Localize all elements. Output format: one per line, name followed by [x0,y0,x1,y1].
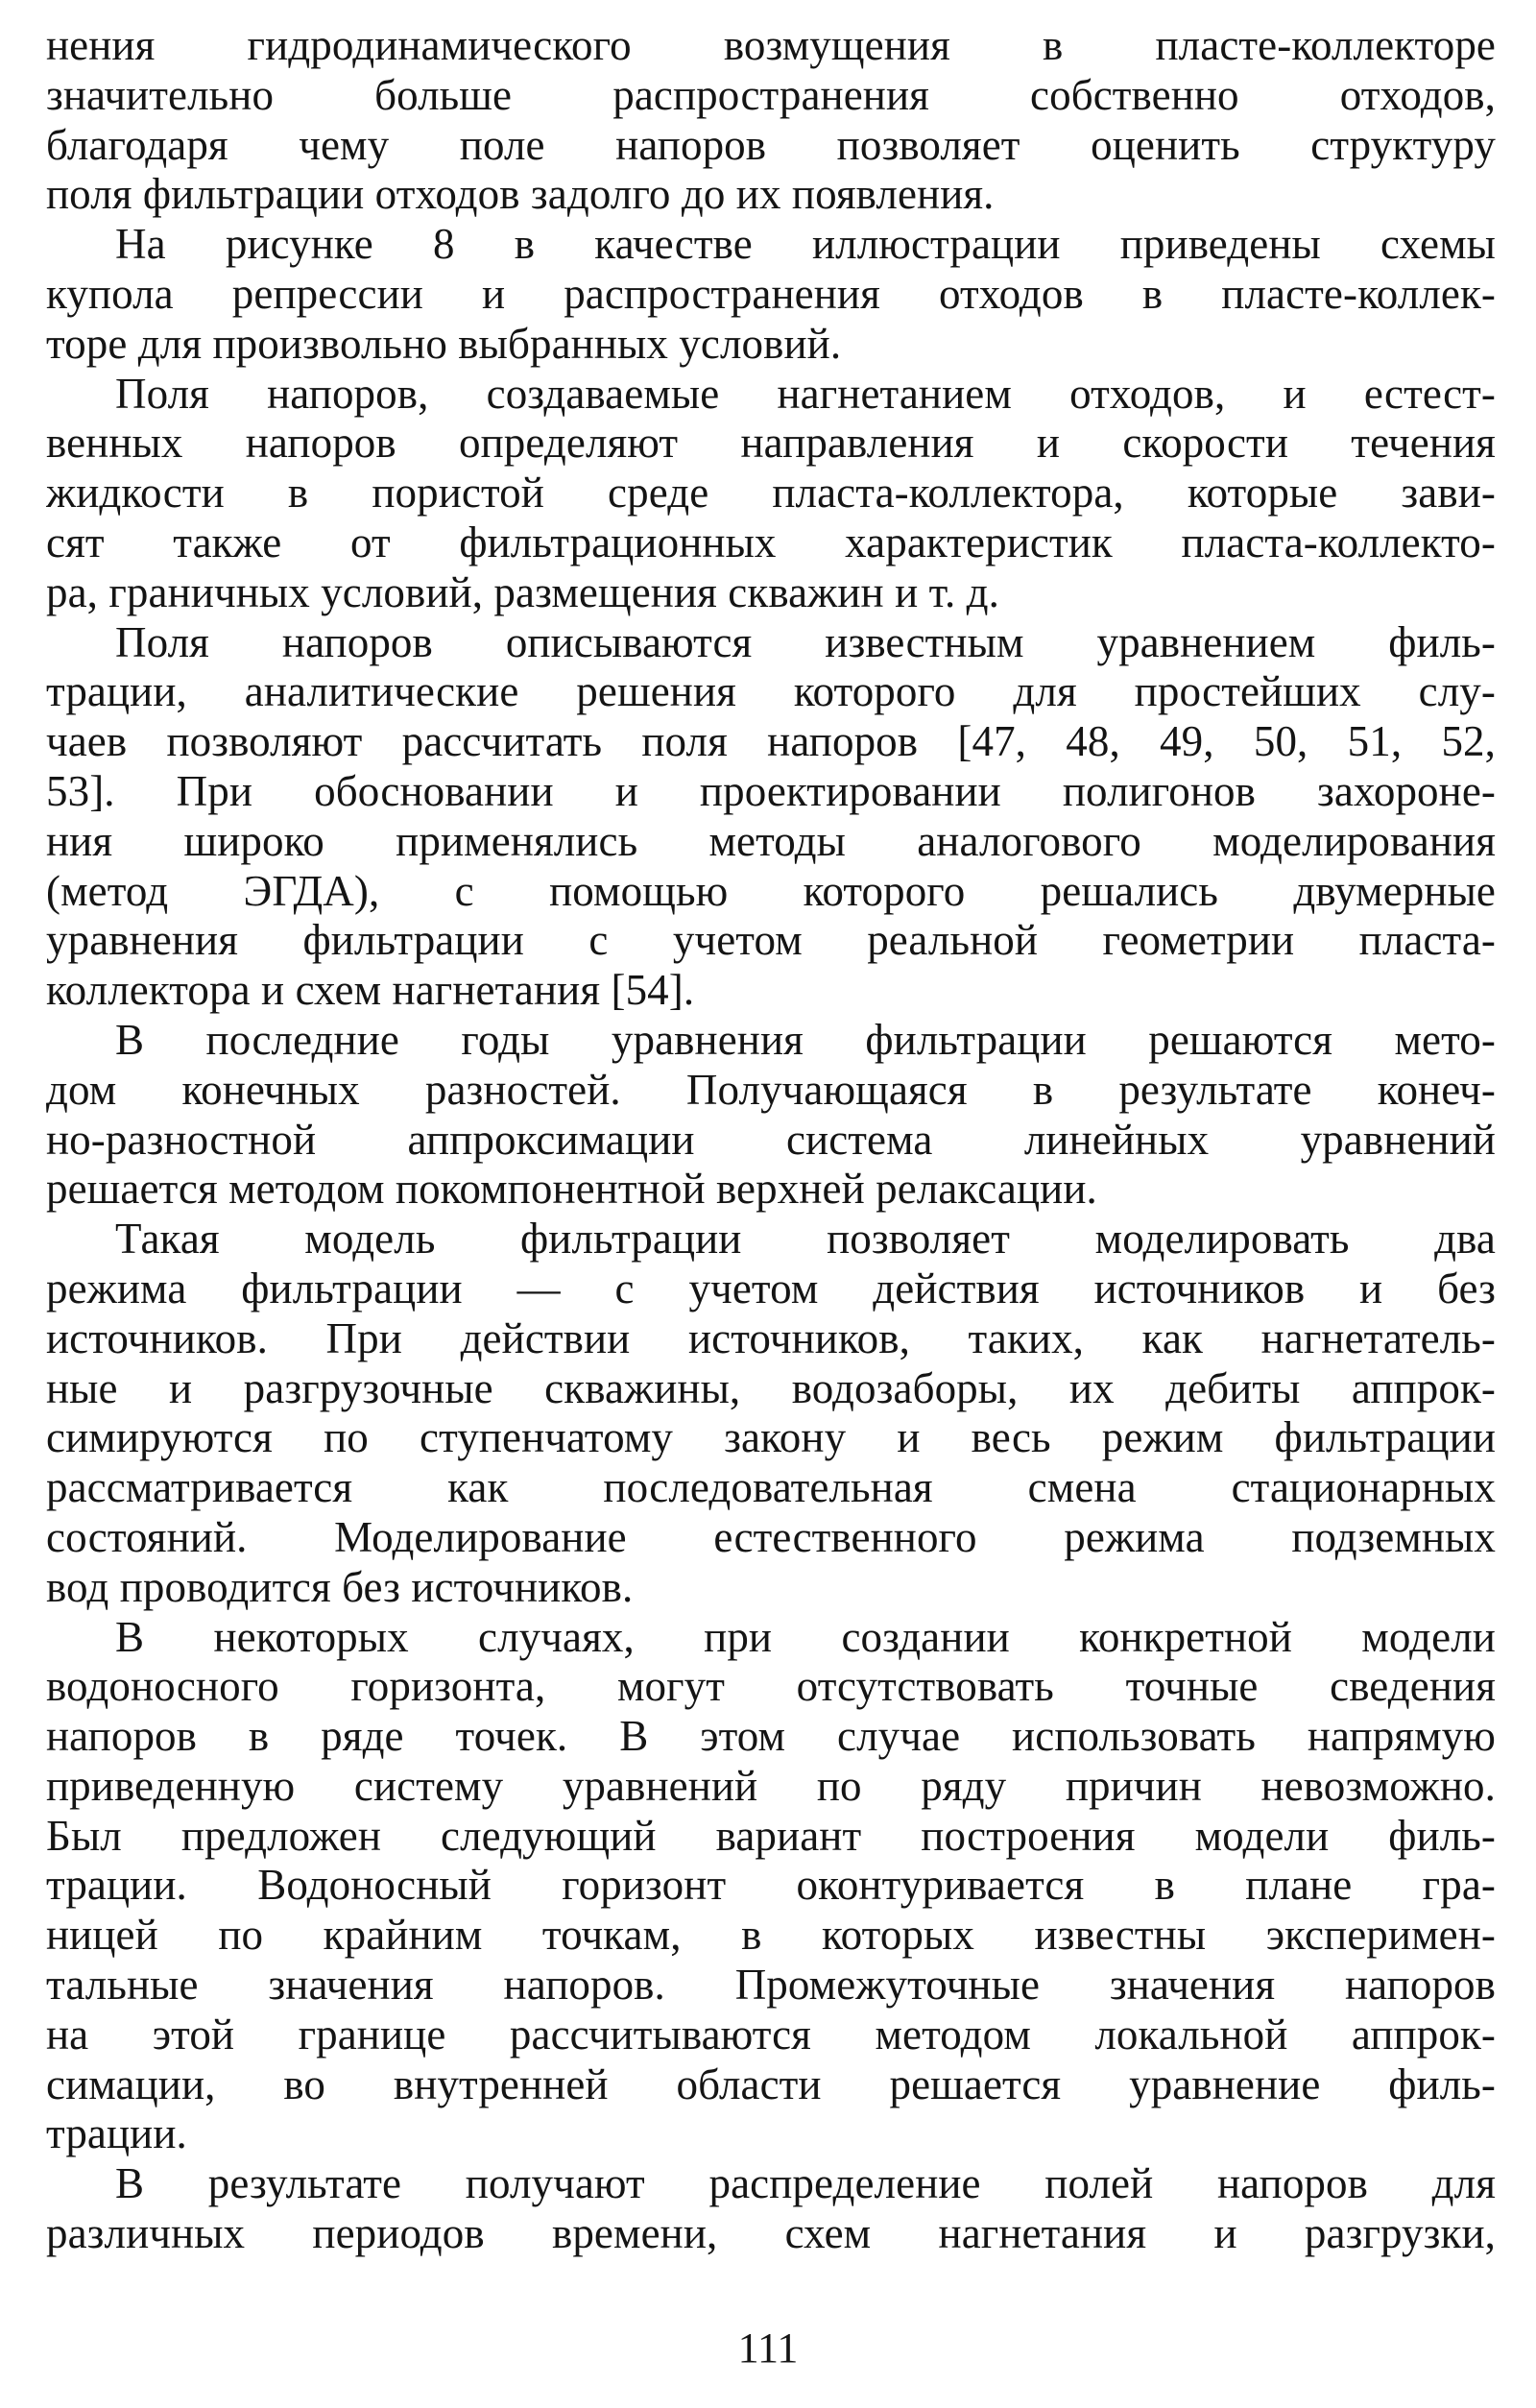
text-line: нения гидродинамического возмущения в пласте-коллекторе [46,21,1496,69]
text-line: Поля напоров, создаваемые нагнетанием отходов, и естест- [115,369,1496,418]
paragraph [46,1613,1496,2160]
paragraph [46,21,1496,220]
text-line: но-разностной аппроксимации система линейных уравнений [46,1115,1496,1164]
paragraph [46,618,1496,1016]
text-line: вод проводится без источников. [46,1562,634,1611]
paragraph [46,1016,1496,1215]
paragraph [46,2159,1496,2259]
text-line: коллектора и схем нагнетания [54]. [46,966,695,1015]
text-line: сят также от фильтрационных характеристик пласта-коллекто- [46,518,1496,566]
text-line: купола репрессии и распространения отходов в пласте-коллек- [46,269,1496,318]
text-line: ные и разгрузочные скважины, водозаборы, их дебиты аппрок- [46,1363,1496,1412]
paragraph [46,220,1496,369]
text-line: ния широко применялись методы аналогового моделирования [46,816,1496,865]
paragraph [46,1215,1496,1612]
text-line: значительно больше распространения собственно отходов, [46,70,1496,119]
text-line: Такая модель фильтрации позволяет моделировать два [115,1215,1496,1264]
text-line: чаев позволяют рассчитать поля напоров [47, 48, 49, 50, 51, 52, [46,717,1496,766]
text-line: Был предложен следующий вариант построения модели филь- [46,1811,1496,1860]
text-line: торе для произвольно выбранных условий. [46,319,842,368]
text-line: уравнения фильтрации с учетом реальной геометрии пласта- [46,916,1496,965]
text-line: режима фильтрации — с учетом действия источников и без [46,1264,1496,1312]
text-line: источников. При действии источников, таких, как нагнетатель- [46,1313,1496,1362]
text-line: жидкости в пористой среде пласта-коллектора, которые зави- [46,469,1496,518]
text-line: напоров в ряде точек. В этом случае использовать напрямую [46,1712,1496,1761]
text-line: На рисунке 8 в качестве иллюстрации приведены схемы [115,220,1496,269]
text-line: на этой границе рассчитываются методом локальной аппрок- [46,2010,1496,2059]
text-line: благодаря чему поле напоров позволяет оценить структуру [46,120,1496,169]
text-line: трации. Водоносный горизонт оконтуривается в плане гра- [46,1861,1496,1910]
text-line: 53]. При обосновании и проектировании полигонов захороне- [46,766,1496,815]
text-line: симируются по ступенчатому закону и весь режим фильтрации [46,1413,1496,1462]
text-line: венных напоров определяют направления и скорости течения [46,419,1496,468]
text-line: состояний. Моделирование естественного режима подземных [46,1512,1496,1561]
text-line: рассматривается как последовательная смена стационарных [46,1463,1496,1512]
text-line: В последние годы уравнения фильтрации решаются мето- [115,1015,1496,1064]
paragraph [46,370,1496,618]
text-line: водоносного горизонта, могут отсутствовать точные сведения [46,1662,1496,1711]
text-line: ра, граничных условий, размещения скважин и т. д. [46,567,1000,616]
text-line: трации. [46,2109,187,2158]
text-line: В некоторых случаях, при создании конкретной модели [115,1612,1496,1661]
text-line: Поля напоров описываются известным уравнением филь- [115,617,1496,666]
text-line: различных периодов времени, схем нагнетания и разгрузки, [46,2209,1496,2258]
text-line: тальные значения напоров. Промежуточные значения напоров [46,1961,1496,2010]
text-line: В результате получают распределение полей напоров для [115,2159,1496,2208]
text-line: решается методом покомпонентной верхней релаксации. [46,1165,1097,1214]
text-line: симации, во внутренней области решается уравнение филь- [46,2059,1496,2108]
text-line: дом конечных разностей. Получающаяся в результате конеч- [46,1065,1496,1114]
body-text [46,21,1496,2259]
text-line: (метод ЭГДА), с помощью которого решались двумерные [46,866,1496,915]
text-line: приведенную систему уравнений по ряду причин невозможно. [46,1761,1496,1810]
text-line: ницей по крайним точкам, в которых известны эксперимен- [46,1911,1496,1960]
text-line: трации, аналитические решения которого для простейших слу- [46,667,1496,716]
text-line: поля фильтрации отходов задолго до их появления. [46,170,995,219]
page-number: 111 [737,2324,799,2372]
